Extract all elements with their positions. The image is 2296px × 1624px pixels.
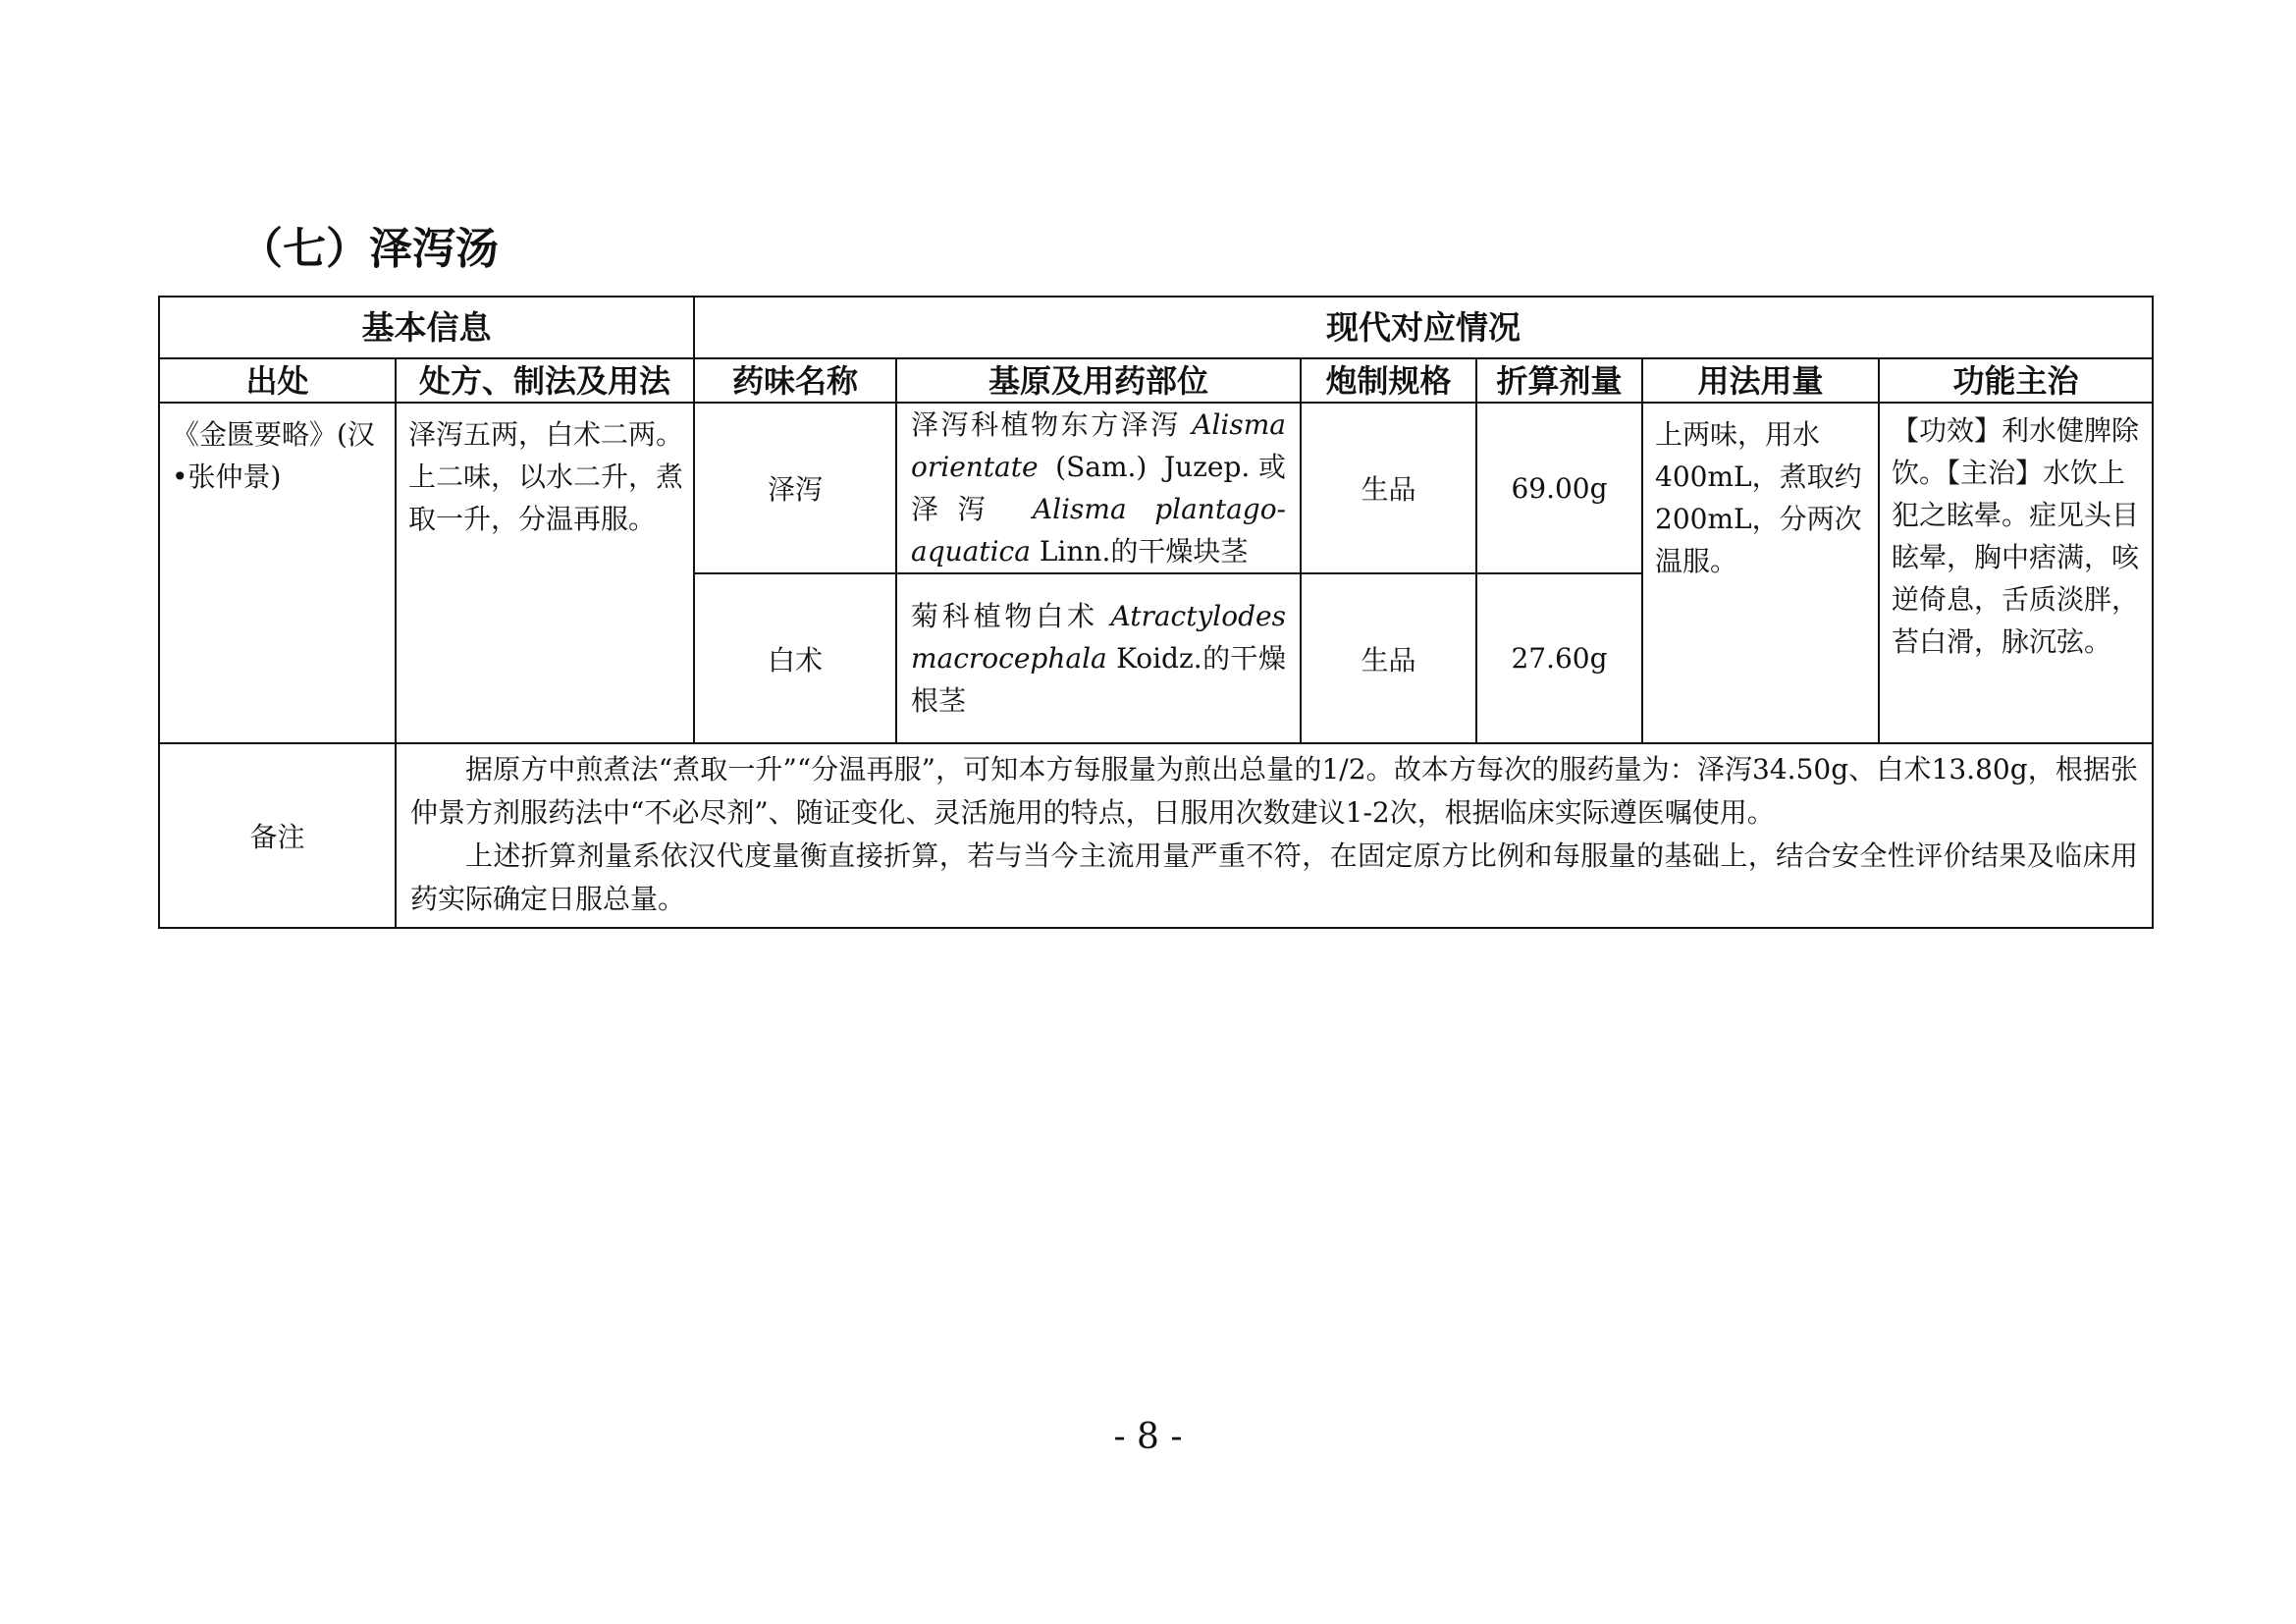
herb-name-cell: 白术	[694, 573, 896, 743]
header-modern: 现代对应情况	[694, 297, 2153, 358]
header-row-group	[159, 297, 2153, 358]
herb-basis-cell	[896, 573, 1301, 743]
col-header-herb-name: 药味名称	[694, 358, 896, 403]
usage-cell: 上两味，用水400mL，煮取约200mL，分两次温服。	[1642, 403, 1879, 743]
remark-label: 备注	[159, 743, 396, 928]
remark-paragraph: 据原方中煎煮法“煮取一升”“分温再服”，可知本方每服量为煎出总量的1/2。故本方每次的服药量为：泽泻34.50g、白术13.80g，根据张仲景方剂服药法中“不必尽剂”、随证变化、灵活施用的特点，日服用次数建议1-2次，根据临床实际遵医嘱使用。	[410, 753, 2139, 829]
processing-cell: 生品	[1301, 573, 1476, 743]
header-row-columns	[159, 358, 2153, 403]
col-header-dose: 折算剂量	[1476, 358, 1642, 403]
prescription-cell: 泽泻五两，白术二两。上二味，以水二升，煮取一升，分温再服。	[396, 403, 694, 743]
dose-cell: 69.00g	[1476, 403, 1642, 573]
remark-text	[396, 743, 2153, 928]
col-header-basis: 基原及用药部位	[896, 358, 1301, 403]
col-header-processing: 炮制规格	[1301, 358, 1476, 403]
section-title: （七）泽泻汤	[240, 224, 499, 274]
basis-latin-name: Atractylodes macrocephala	[911, 600, 1286, 675]
basis-text: Koidz.的干燥根茎	[911, 642, 1286, 717]
herb-basis-cell	[896, 403, 1301, 573]
basis-latin-name: Alisma plantago-aquatica	[911, 493, 1287, 568]
prescription-table	[158, 296, 2154, 929]
dose-cell: 27.60g	[1476, 573, 1642, 743]
col-header-usage: 用法用量	[1642, 358, 1879, 403]
remark-row	[159, 743, 2153, 928]
header-basic-info: 基本信息	[159, 297, 694, 358]
table-row	[159, 403, 2153, 573]
basis-text: (Sam.) Juzep.或泽泻	[911, 451, 1286, 525]
source-cell: 《金匮要略》(汉•张仲景)	[159, 403, 396, 743]
col-header-source: 出处	[159, 358, 396, 403]
basis-text: 菊科植物白术	[911, 600, 1111, 632]
col-header-function: 功能主治	[1879, 358, 2153, 403]
page-number: - 8 -	[1113, 1417, 1183, 1457]
basis-latin-name: Alisma orientate	[911, 408, 1286, 483]
basis-text: Linn.的干燥块茎	[1030, 535, 1249, 568]
function-cell: 【功效】利水健脾除饮。【主治】水饮上犯之眩晕。症见头目眩晕，胸中痞满，咳逆倚息，舌质淡胖，苔白滑，脉沉弦。	[1879, 403, 2153, 743]
processing-cell: 生品	[1301, 403, 1476, 573]
remark-paragraph: 上述折算剂量系依汉代度量衡直接折算，若与当今主流用量严重不符，在固定原方比例和每服量的基础上，结合安全性评价结果及临床用药实际确定日服总量。	[410, 839, 2139, 915]
col-header-prescription: 处方、制法及用法	[396, 358, 694, 403]
herb-name-cell: 泽泻	[694, 403, 896, 573]
basis-text: 泽泻科植物东方泽泻	[911, 408, 1181, 441]
